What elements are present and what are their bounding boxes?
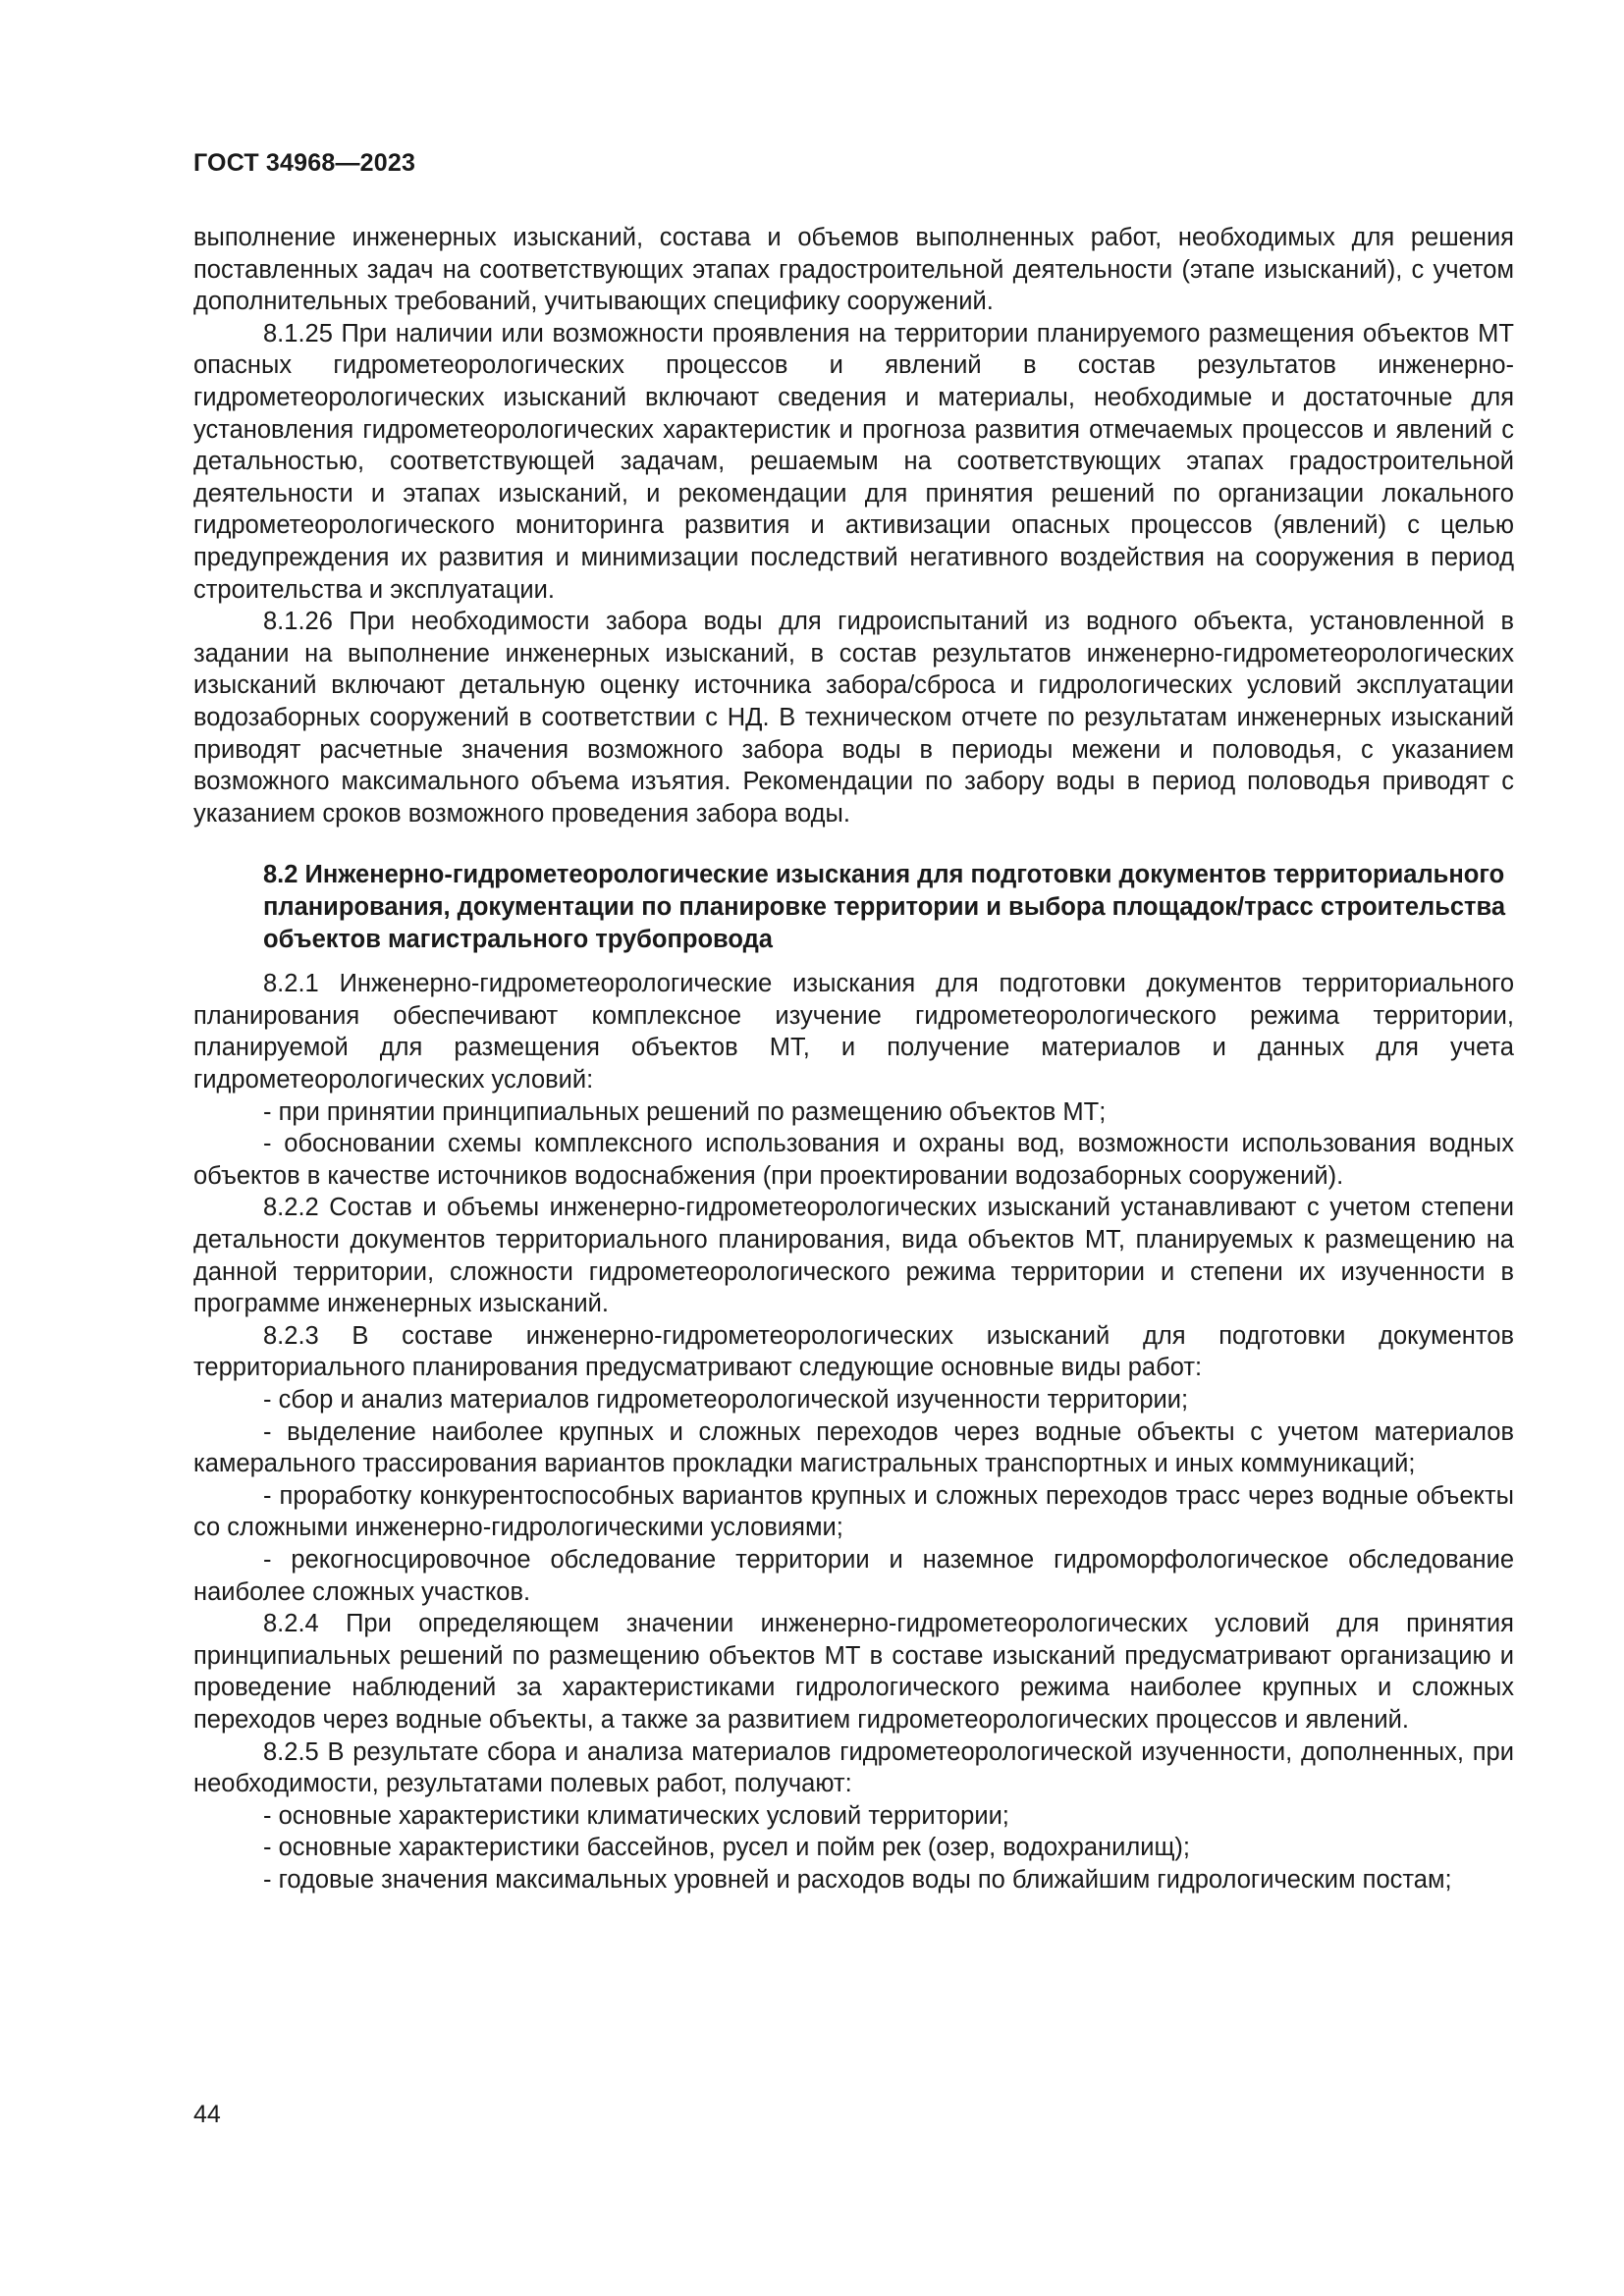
paragraph-8-1-26: 8.1.26 При необходимости забора воды для гидроиспытаний из водного объекта, установленной в задании на выполнение инженерных изысканий, в состав результатов инженерно-гидрометеорологических изысканий включают детальную оценку источника забора/сброса и гидрологических условий эксплуатации водозаборных сооружений в соответствии с НД. В техническом отчете по результатам инженерных изысканий приводят расчетные значения возможного забора воды в периоды межени и половодья, с указанием возможного максимального объема изъятия. Рекомендации по забору воды в период половодья приводят с указанием сроков возможного проведения забора воды. xyxy=(193,608,1514,828)
paragraph-8-2-4: 8.2.4 При определяющем значении инженерно-гидрометеорологических условий для принятия принципиальных решений по размещению объектов МТ в составе изысканий предусматривают организацию и проведение наблюдений за характеристиками гидрологического режима наиболее крупных и сложных переходов через водные объекты, а также за развитием гидрометеорологических процессов и явлений. xyxy=(193,1610,1514,1734)
list-item: - выделение наиболее крупных и сложных переходов через водные объекты с учетом материалов камерального трассирования вариантов прокладки магистральных транспортных и иных коммуникаций; xyxy=(193,1417,1514,1478)
document-header: ГОСТ 34968—2023 xyxy=(193,149,416,177)
page-number: 44 xyxy=(193,2101,221,2128)
paragraph-8-2-2: 8.2.2 Состав и объемы инженерно-гидрометеорологических изысканий устанавливают с учетом степени детальности документов территориального планирования, вида объектов МТ, планируемых к размещению на данной территории, сложности гидрометеорологического режима территории и степени их изученности в программе инженерных изысканий. xyxy=(193,1194,1514,1318)
list-item: - проработку конкурентоспособных вариантов крупных и сложных переходов трасс через водные объекты со сложными инженерно-гидрологическими условиями; xyxy=(193,1481,1514,1542)
paragraph-8-2-1: 8.2.1 Инженерно-гидрометеорологические изыскания для подготовки документов территориального планирования обеспечивают комплексное изучение гидрометеорологического режима территории, планируемой для размещения объектов МТ, и получение материалов и данных для учета гидрометеорологических условий: xyxy=(193,970,1514,1095)
list-item: - основные характеристики климатических условий территории; xyxy=(263,1801,1009,1830)
paragraph-8-1-25: 8.1.25 При наличии или возможности проявления на территории планируемого размещения объектов МТ опасных гидрометеорологических процессов и явлений в состав результатов инженерно-гидрометеорологических изысканий включают сведения и материалы, необходимые и достаточные для установления гидрометеорологических характеристик и прогноза развития отмечаемых процессов и явлений с детальностью, соответствующей задачам, решаемым на соответствующих этапах градостроительной деятельности и этапах изысканий, и рекомендации для принятия решений по организации локального гидрометеорологического мониторинга развития и активизации опасных процессов (явлений) с целью предупреждения их развития и минимизации последствий негативного воздействия на сооружения в период строительства и эксплуатации. xyxy=(193,319,1514,604)
list-item: - основные характеристики бассейнов, русел и пойм рек (озер, водохранилищ); xyxy=(263,1834,1191,1862)
list-item: - обосновании схемы комплексного использования и охраны вод, возможности использования водных объектов в качестве источников водоснабжения (при проектировании водозаборных сооружений). xyxy=(193,1130,1514,1190)
list-item: - годовые значения максимальных уровней и расходов воды по ближайшим гидрологическим постам; xyxy=(263,1865,1452,1894)
paragraph-intro: выполнение инженерных изысканий, состава и объемов выполненных работ, необходимых для решения поставленных задач на соответствующих этапах градостроительной деятельности (этапе изысканий), с учетом дополнительных требований, учитывающих специфику сооружений. xyxy=(193,224,1514,316)
document-body xyxy=(193,222,1514,1896)
section-heading-8-2: 8.2 Инженерно-гидрометеорологические изыскания для подготовки документов территориального планирования, документации по планировке территории и выбора площадок/трасс строительства объектов магистрального трубопровода xyxy=(263,861,1506,954)
list-item: - при принятии принципиальных решений по размещению объектов МТ; xyxy=(263,1097,1107,1126)
paragraph-8-2-3: 8.2.3 В составе инженерно-гидрометеорологических изысканий для подготовки документов территориального планирования предусматривают следующие основные виды работ: xyxy=(193,1321,1514,1382)
list-item: - сбор и анализ материалов гидрометеорологической изученности территории; xyxy=(263,1386,1189,1414)
paragraph-8-2-5: 8.2.5 В результате сбора и анализа материалов гидрометеорологической изученности, дополненных, при необходимости, результатами полевых работ, получают: xyxy=(193,1737,1514,1798)
list-item: - рекогносцировочное обследование территории и наземное гидроморфологическое обследование наиболее сложных участков. xyxy=(193,1545,1514,1606)
